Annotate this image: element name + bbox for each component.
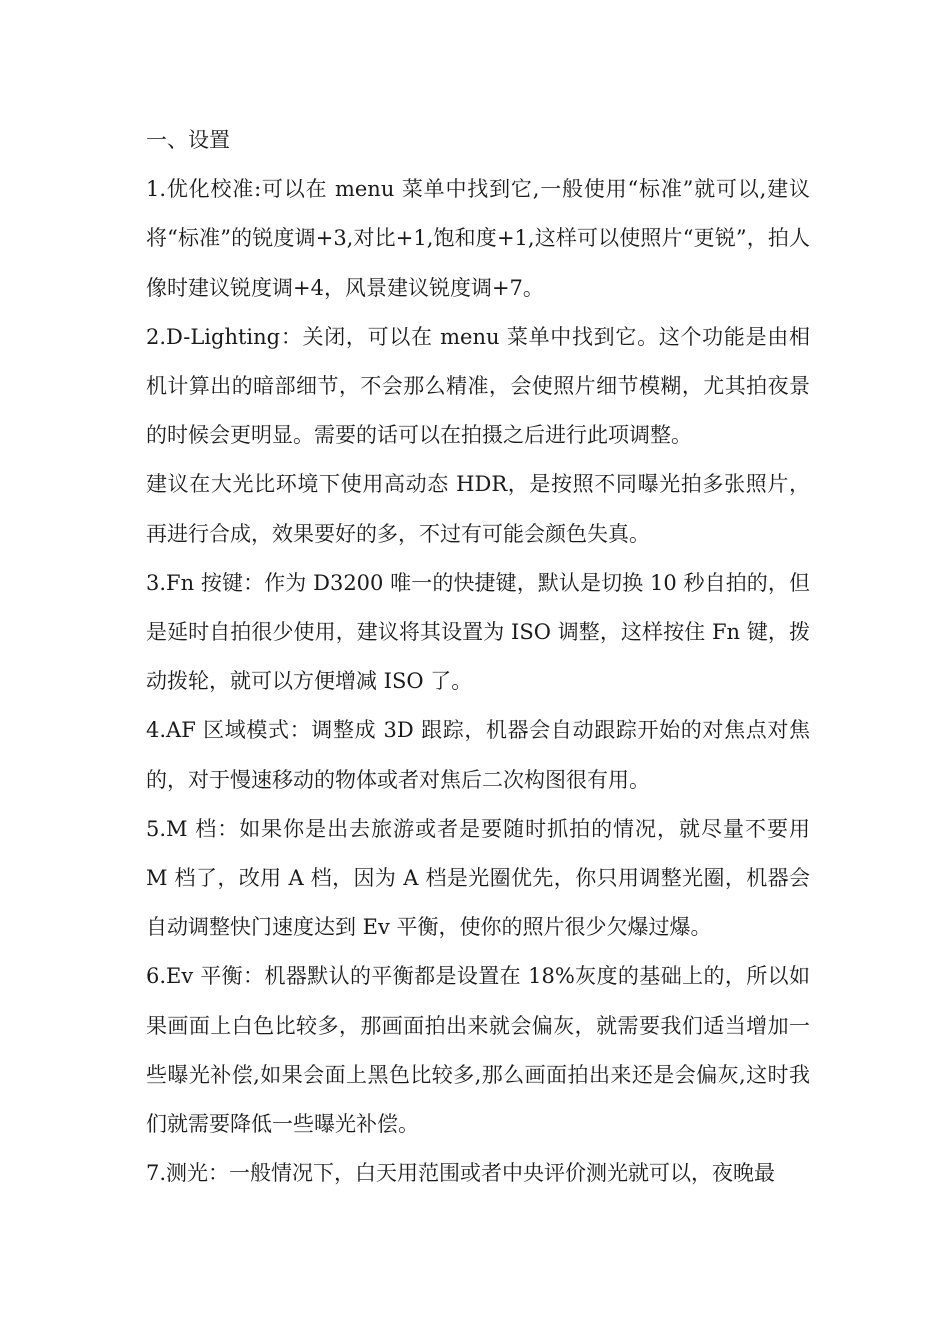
paragraph-d-lighting: 2.D-Lighting：关闭，可以在 menu 菜单中找到它。这个功能是由相机计算出的暗部细节，不会那么精准，会使照片细节模糊，尤其拍夜景的时候会更明显。需要的话可以在拍摄之后进行此项调整。	[146, 324, 810, 448]
paragraph-metering: 7.测光：一般情况下，白天用范围或者中央评价测光就可以，夜晚最	[146, 1161, 776, 1186]
paragraph-ev-balance: 6.Ev 平衡：机器默认的平衡都是设置在 18%灰度的基础上的，所以如果画面上白色比较多，那画面拍出来就会偏灰，就需要我们适当增加一些曝光补偿,如果会面上黑色比较多,那么画面拍出来还是会偏灰,这时我们就需要降低一些曝光补偿。	[146, 964, 810, 1137]
section-heading: 一、设置	[146, 128, 230, 152]
paragraph-m-mode: 5.M 档：如果你是出去旅游或者是要随时抓拍的情况，就尽量不要用 M 档了，改用 A 档，因为 A 档是光圈优先，你只用调整光圈，机器会自动调整快门速度达到 Ev 平衡，使你的照片很少欠爆过爆。	[146, 816, 810, 940]
paragraph-hdr-advice: 建议在大光比环境下使用高动态 HDR，是按照不同曝光拍多张照片，再进行合成，效果要好的多，不过有可能会颜色失真。	[146, 472, 810, 546]
paragraph-fn-button: 3.Fn 按键：作为 D3200 唯一的快捷键，默认是切换 10 秒自拍的，但是延时自拍很少使用，建议将其设置为 ISO 调整，这样按住 Fn 键，拨动拨轮，就可以方便增减 ISO 了。	[146, 570, 810, 694]
paragraph-af-area-mode: 4.AF 区域模式：调整成 3D 跟踪，机器会自动跟踪开始的对焦点对焦的，对于慢速移动的物体或者对焦后二次构图很有用。	[146, 718, 810, 792]
paragraph-picture-control: 1.优化校准:可以在 menu 菜单中找到它,一般使用“标准”就可以,建议将“标准”的锐度调+3,对比+1,饱和度+1,这样可以使照片“更锐”，拍人像时建议锐度调+4，风景建议锐度调+7。	[146, 177, 810, 300]
document-body	[146, 116, 810, 1198]
